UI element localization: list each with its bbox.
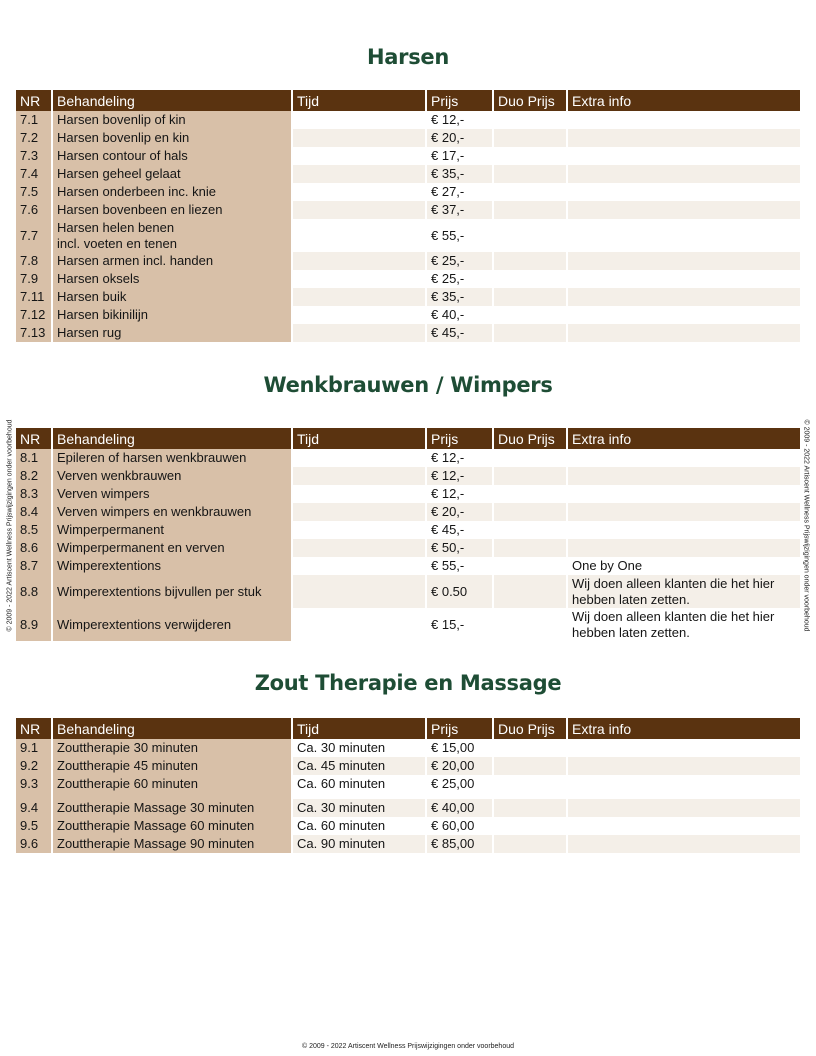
cell-nr: 8.8 <box>16 575 52 608</box>
cell-extra <box>567 539 800 557</box>
cell-behandeling: Harsen bikinilijn <box>52 306 292 324</box>
cell-prijs: € 40,- <box>426 306 493 324</box>
cell-extra <box>567 449 800 467</box>
cell-prijs: € 27,- <box>426 183 493 201</box>
cell-behandeling: Harsen buik <box>52 288 292 306</box>
table-row <box>16 775 800 793</box>
header-prijs: Prijs <box>426 90 493 111</box>
cell-nr: 7.5 <box>16 183 52 201</box>
cell-nr: 7.8 <box>16 252 52 270</box>
table-header-row <box>16 428 800 449</box>
table-row <box>16 817 800 835</box>
header-prijs: Prijs <box>426 428 493 449</box>
side-copyright-left: © 2009 - 2022 Artiscent Wellness Prijswijzigingen onder voorbehoud <box>6 419 14 632</box>
cell-duo <box>493 775 567 793</box>
cell-prijs: € 20,- <box>426 503 493 521</box>
cell-extra <box>567 485 800 503</box>
cell-duo <box>493 306 567 324</box>
header-prijs: Prijs <box>426 718 493 739</box>
table-row <box>16 219 800 252</box>
cell-tijd: Ca. 90 minuten <box>292 835 426 853</box>
table-row <box>16 485 800 503</box>
cell-tijd: Ca. 60 minuten <box>292 817 426 835</box>
cell-nr: 7.7 <box>16 219 52 252</box>
cell-tijd <box>292 485 426 503</box>
header-extra-info: Extra info <box>567 90 800 111</box>
table-row <box>16 757 800 775</box>
cell-nr: 8.3 <box>16 485 52 503</box>
cell-nr: 7.2 <box>16 129 52 147</box>
cell-prijs: € 20,- <box>426 129 493 147</box>
cell-prijs: € 12,- <box>426 111 493 129</box>
cell-nr: 9.5 <box>16 817 52 835</box>
cell-behandeling: Harsen bovenlip en kin <box>52 129 292 147</box>
table-row <box>16 147 800 165</box>
table-row <box>16 835 800 853</box>
cell-extra <box>567 817 800 835</box>
cell-duo <box>493 835 567 853</box>
cell-behandeling: Verven wimpers <box>52 485 292 503</box>
price-table-harsen <box>16 90 800 342</box>
cell-behandeling: Harsen contour of hals <box>52 147 292 165</box>
cell-behandeling: Harsen bovenlip of kin <box>52 111 292 129</box>
cell-extra <box>567 111 800 129</box>
header-extra-info: Extra info <box>567 428 800 449</box>
cell-tijd <box>292 575 426 608</box>
cell-extra <box>567 799 800 817</box>
cell-duo <box>493 757 567 775</box>
cell-duo <box>493 739 567 757</box>
cell-prijs: € 35,- <box>426 288 493 306</box>
cell-prijs: € 12,- <box>426 467 493 485</box>
table-row <box>16 503 800 521</box>
cell-extra <box>567 165 800 183</box>
table-row <box>16 575 800 608</box>
cell-extra: One by One <box>572 558 643 573</box>
section-title-harsen: Harsen <box>367 45 449 69</box>
cell-extra <box>567 147 800 165</box>
cell-prijs: € 60,00 <box>426 817 493 835</box>
cell-prijs: € 37,- <box>426 201 493 219</box>
table-header-row <box>16 90 800 111</box>
cell-duo <box>493 288 567 306</box>
cell-behandeling: Epileren of harsen wenkbrauwen <box>52 449 292 467</box>
cell-duo <box>493 252 567 270</box>
table-row <box>16 521 800 539</box>
cell-tijd <box>292 219 426 252</box>
cell-tijd <box>292 183 426 201</box>
cell-nr: 7.3 <box>16 147 52 165</box>
cell-tijd <box>292 449 426 467</box>
cell-tijd <box>292 521 426 539</box>
cell-tijd <box>292 503 426 521</box>
cell-behandeling: Verven wenkbrauwen <box>52 467 292 485</box>
cell-extra <box>567 757 800 775</box>
table-row <box>16 799 800 817</box>
header-nr: NR <box>16 90 52 111</box>
section-title-wenkbrauwen-wimpers: Wenkbrauwen / Wimpers <box>263 373 553 397</box>
section-title-zout-therapie: Zout Therapie en Massage <box>254 671 562 695</box>
cell-tijd <box>292 608 426 641</box>
cell-duo <box>493 503 567 521</box>
cell-extra <box>567 219 800 252</box>
cell-extra: Wij doen alleen klanten die het hier hebben laten zetten. <box>567 575 800 608</box>
cell-tijd <box>292 324 426 342</box>
cell-prijs: € 17,- <box>426 147 493 165</box>
cell-duo <box>493 608 567 641</box>
cell-tijd <box>292 129 426 147</box>
cell-nr: 7.12 <box>16 306 52 324</box>
header-duo-prijs: Duo Prijs <box>493 428 567 449</box>
table-row <box>16 467 800 485</box>
cell-behandeling: Harsen oksels <box>52 270 292 288</box>
cell-prijs: € 0.50 <box>426 575 493 608</box>
cell-nr: 7.1 <box>16 111 52 129</box>
cell-extra <box>567 252 800 270</box>
cell-duo <box>493 165 567 183</box>
price-table-wenkbrauwen <box>16 428 800 641</box>
header-tijd: Tijd <box>292 90 426 111</box>
cell-tijd <box>292 252 426 270</box>
header-duo-prijs: Duo Prijs <box>493 90 567 111</box>
cell-tijd <box>292 539 426 557</box>
cell-nr: 9.1 <box>16 739 52 757</box>
cell-tijd <box>292 270 426 288</box>
cell-extra <box>567 467 800 485</box>
cell-nr: 8.6 <box>16 539 52 557</box>
cell-nr: 8.9 <box>16 608 52 641</box>
cell-duo <box>493 270 567 288</box>
table-header-row <box>16 718 800 739</box>
cell-prijs: € 85,00 <box>426 835 493 853</box>
cell-duo <box>493 521 567 539</box>
cell-duo <box>493 324 567 342</box>
cell-extra <box>567 306 800 324</box>
cell-behandeling: Zouttherapie 60 minuten <box>52 775 292 793</box>
cell-prijs: € 55,- <box>426 219 493 252</box>
cell-extra <box>567 739 800 757</box>
cell-nr: 8.4 <box>16 503 52 521</box>
header-nr: NR <box>16 718 52 739</box>
cell-extra <box>567 775 800 793</box>
table-row <box>16 449 800 467</box>
cell-duo <box>493 219 567 252</box>
cell-tijd: Ca. 60 minuten <box>292 775 426 793</box>
cell-duo <box>493 467 567 485</box>
cell-tijd <box>292 467 426 485</box>
cell-behandeling: Wimperextentions verwijderen <box>52 608 292 641</box>
header-duo-prijs: Duo Prijs <box>493 718 567 739</box>
cell-behandeling: Wimperpermanent <box>52 521 292 539</box>
side-copyright-right: © 2009 - 2022 Artiscent Wellness Prijswijzigingen onder voorbehoud <box>802 419 810 632</box>
cell-nr: 9.4 <box>16 799 52 817</box>
cell-behandeling: Harsen armen incl. handen <box>52 252 292 270</box>
cell-tijd <box>292 165 426 183</box>
cell-extra <box>567 835 800 853</box>
cell-extra <box>567 521 800 539</box>
cell-behandeling: Wimperpermanent en verven <box>52 539 292 557</box>
table-row <box>16 739 800 757</box>
cell-tijd: Ca. 30 minuten <box>292 739 426 757</box>
cell-duo <box>493 129 567 147</box>
cell-duo <box>493 111 567 129</box>
header-behandeling: Behandeling <box>52 718 292 739</box>
table-row <box>16 270 800 288</box>
table-row <box>16 165 800 183</box>
price-table-zout-therapie <box>16 718 800 853</box>
header-nr: NR <box>16 428 52 449</box>
table-row <box>16 557 800 575</box>
cell-nr: 8.2 <box>16 467 52 485</box>
cell-nr: 9.2 <box>16 757 52 775</box>
cell-duo <box>493 575 567 608</box>
table-row <box>16 129 800 147</box>
cell-prijs: € 45,- <box>426 521 493 539</box>
cell-nr: 7.4 <box>16 165 52 183</box>
cell-extra <box>567 324 800 342</box>
cell-duo <box>493 485 567 503</box>
cell-prijs: € 12,- <box>426 485 493 503</box>
table-row <box>16 306 800 324</box>
cell-tijd: Ca. 30 minuten <box>292 799 426 817</box>
header-behandeling: Behandeling <box>52 428 292 449</box>
cell-extra <box>567 183 800 201</box>
cell-nr: 7.6 <box>16 201 52 219</box>
cell-duo <box>493 183 567 201</box>
cell-behandeling: Zouttherapie 30 minuten <box>52 739 292 757</box>
cell-prijs: € 20,00 <box>426 757 493 775</box>
cell-prijs: € 25,- <box>426 270 493 288</box>
cell-duo <box>493 539 567 557</box>
cell-behandeling: Wimperextentions <box>52 557 292 575</box>
cell-duo <box>493 799 567 817</box>
cell-behandeling: Harsen geheel gelaat <box>52 165 292 183</box>
cell-behandeling: Zouttherapie Massage 60 minuten <box>52 817 292 835</box>
header-tijd: Tijd <box>292 718 426 739</box>
cell-extra: Wij doen alleen klanten die het hier hebben laten zetten. <box>572 608 775 640</box>
table-row <box>16 608 800 641</box>
cell-duo <box>493 201 567 219</box>
cell-duo <box>493 449 567 467</box>
cell-nr: 8.5 <box>16 521 52 539</box>
cell-tijd <box>292 111 426 129</box>
cell-duo <box>493 817 567 835</box>
cell-extra <box>567 270 800 288</box>
cell-nr: 7.11 <box>16 288 52 306</box>
cell-prijs: € 55,- <box>426 557 493 575</box>
cell-extra <box>567 201 800 219</box>
header-behandeling: Behandeling <box>52 90 292 111</box>
header-tijd: Tijd <box>292 428 426 449</box>
cell-prijs: € 45,- <box>426 324 493 342</box>
cell-duo <box>493 147 567 165</box>
table-row <box>16 252 800 270</box>
table-row <box>16 111 800 129</box>
cell-nr: 8.1 <box>16 449 52 467</box>
cell-tijd: Ca. 45 minuten <box>292 757 426 775</box>
table-row <box>16 288 800 306</box>
cell-behandeling: Harsen bovenbeen en liezen <box>52 201 292 219</box>
cell-nr: 9.3 <box>16 775 52 793</box>
cell-tijd <box>292 147 426 165</box>
cell-extra <box>567 288 800 306</box>
cell-nr: 8.7 <box>16 557 52 575</box>
cell-tijd <box>292 557 426 575</box>
cell-tijd <box>292 201 426 219</box>
cell-nr: 9.6 <box>16 835 52 853</box>
cell-behandeling: Verven wimpers en wenkbrauwen <box>52 503 292 521</box>
cell-prijs: € 15,- <box>426 608 493 641</box>
cell-prijs: € 12,- <box>426 449 493 467</box>
cell-behandeling: Zouttherapie Massage 90 minuten <box>52 835 292 853</box>
table-row <box>16 183 800 201</box>
cell-prijs: € 35,- <box>426 165 493 183</box>
cell-behandeling: Harsen rug <box>52 324 292 342</box>
cell-nr: 7.13 <box>16 324 52 342</box>
cell-behandeling: Zouttherapie Massage 30 minuten <box>52 799 292 817</box>
cell-prijs: € 25,00 <box>426 775 493 793</box>
cell-behandeling: Wimperextentions bijvullen per stuk <box>52 575 292 608</box>
cell-extra <box>567 129 800 147</box>
cell-prijs: € 15,00 <box>426 739 493 757</box>
header-extra-info: Extra info <box>567 718 800 739</box>
cell-nr: 7.9 <box>16 270 52 288</box>
cell-duo <box>493 557 567 575</box>
cell-prijs: € 25,- <box>426 252 493 270</box>
cell-extra <box>567 503 800 521</box>
table-row <box>16 539 800 557</box>
table-row <box>16 324 800 342</box>
cell-tijd <box>292 306 426 324</box>
table-row <box>16 201 800 219</box>
footer-copyright: © 2009 - 2022 Artiscent Wellness Prijswijzigingen onder voorbehoud <box>301 1043 515 1050</box>
cell-behandeling: Harsen helen benen incl. voeten en tenen <box>52 219 292 252</box>
cell-prijs: € 50,- <box>426 539 493 557</box>
cell-tijd <box>292 288 426 306</box>
cell-behandeling: Harsen onderbeen inc. knie <box>52 183 292 201</box>
cell-behandeling: Zouttherapie 45 minuten <box>52 757 292 775</box>
cell-prijs: € 40,00 <box>426 799 493 817</box>
